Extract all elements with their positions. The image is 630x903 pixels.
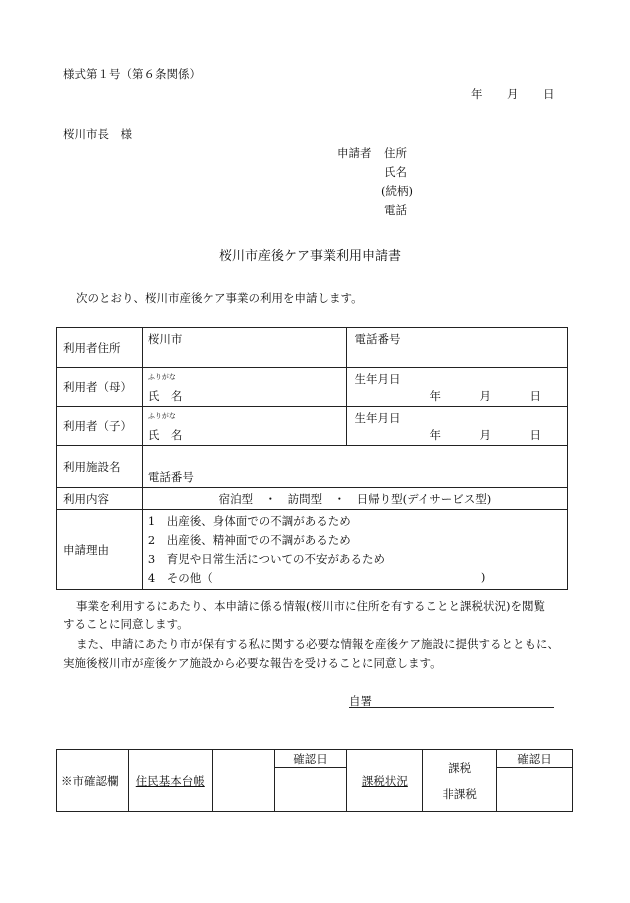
addressee: 桜川市長 様 [63, 127, 132, 141]
child-name-cell[interactable] [142, 407, 347, 446]
document-title: 桜川市産後ケア事業利用申請書 [219, 249, 402, 264]
signature-label: 自署 [349, 694, 372, 708]
reason-close-paren: ) [480, 570, 486, 584]
reason-cell[interactable] [142, 510, 567, 590]
birth-year: 年 [429, 389, 441, 403]
furigana-label: ふりがな [147, 412, 176, 420]
applicant-relation-label: (続柄) [381, 184, 413, 198]
name-label: 氏 名 [147, 428, 183, 442]
taxed-option[interactable]: 課税 [448, 760, 472, 775]
consent-1b: することに同意します。 [63, 617, 189, 631]
birth-day: 日 [529, 428, 541, 442]
tax-options[interactable] [423, 750, 497, 812]
date-day: 日 [543, 87, 555, 101]
applicant-name-label: 氏名 [384, 165, 407, 179]
birth-day: 日 [529, 389, 541, 403]
facility-cell[interactable] [142, 446, 567, 488]
birth-label: 生年月日 [354, 411, 401, 425]
consent-2b: 実施後桜川市が産後ケア施設から必要な報告を受けることに同意します。 [63, 656, 442, 670]
furigana-label: ふりがな [147, 373, 176, 381]
confirm-date-cell[interactable] [274, 768, 347, 812]
consent-2a: また、申請にあたり市が保有する私に関する必要な情報を産後ケア施設に提供するとともに、 [76, 637, 559, 651]
applicant-title: 申請者 [337, 146, 372, 160]
date-month: 月 [507, 87, 519, 101]
reason-label: 申請理由 [57, 510, 143, 590]
address-label: 利用者住所 [57, 328, 143, 368]
birth-label: 生年月日 [354, 372, 401, 386]
mother-label: 利用者（母） [57, 368, 143, 407]
birth-year: 年 [429, 428, 441, 442]
city-check-label: ※市確認欄 [57, 750, 129, 812]
reason-option-3[interactable]: 3 育児や日常生活についての不安があるため [147, 552, 385, 566]
reason-option-4[interactable]: 4 その他（ [147, 571, 213, 585]
reason-option-2[interactable]: 2 出産後、精神面での不調があるため [147, 533, 351, 547]
tax-status-label: 課税状況 [347, 750, 423, 812]
application-table [56, 327, 568, 590]
intro-text: 次のとおり、桜川市産後ケア事業の利用を申請します。 [76, 291, 363, 305]
birth-month: 月 [479, 428, 491, 442]
date-year: 年 [471, 87, 483, 101]
confirm-date-header: 確認日 [274, 750, 347, 768]
address-value: 桜川市 [147, 332, 183, 346]
signature-line[interactable] [349, 693, 554, 708]
applicant-address-label: 住所 [384, 146, 407, 160]
nontaxed-option[interactable]: 非課税 [442, 786, 477, 801]
reason-option-1[interactable]: 1 出産後、身体面での不調があるため [147, 514, 351, 528]
city-check-table [56, 749, 573, 812]
address-cell[interactable] [142, 328, 347, 368]
confirm-date-cell-2[interactable] [497, 768, 573, 812]
birth-month: 月 [479, 389, 491, 403]
facility-phone-label: 電話番号 [147, 470, 194, 484]
confirm-date-header-2: 確認日 [497, 750, 573, 768]
name-label: 氏 名 [147, 389, 183, 403]
resident-registry-label: 住民基本台帳 [128, 750, 212, 812]
child-label: 利用者（子） [57, 407, 143, 446]
mother-birth-cell[interactable] [347, 368, 568, 407]
resident-check-cell[interactable] [212, 750, 274, 812]
content-options[interactable]: 宿泊型 ・ 訪問型 ・ 日帰り型(デイサービス型) [142, 488, 567, 510]
mother-name-cell[interactable] [142, 368, 347, 407]
phone-cell[interactable] [347, 328, 568, 368]
applicant-phone-label: 電話 [384, 203, 407, 217]
child-birth-cell[interactable] [347, 407, 568, 446]
facility-label: 利用施設名 [57, 446, 143, 488]
consent-1a: 事業を利用するにあたり、本申請に係る情報(桜川市に住所を有することと課税状況)を閲覧 [76, 599, 545, 613]
form-number: 様式第１号（第６条関係） [63, 67, 201, 81]
content-label: 利用内容 [57, 488, 143, 510]
phone-label: 電話番号 [354, 332, 401, 346]
